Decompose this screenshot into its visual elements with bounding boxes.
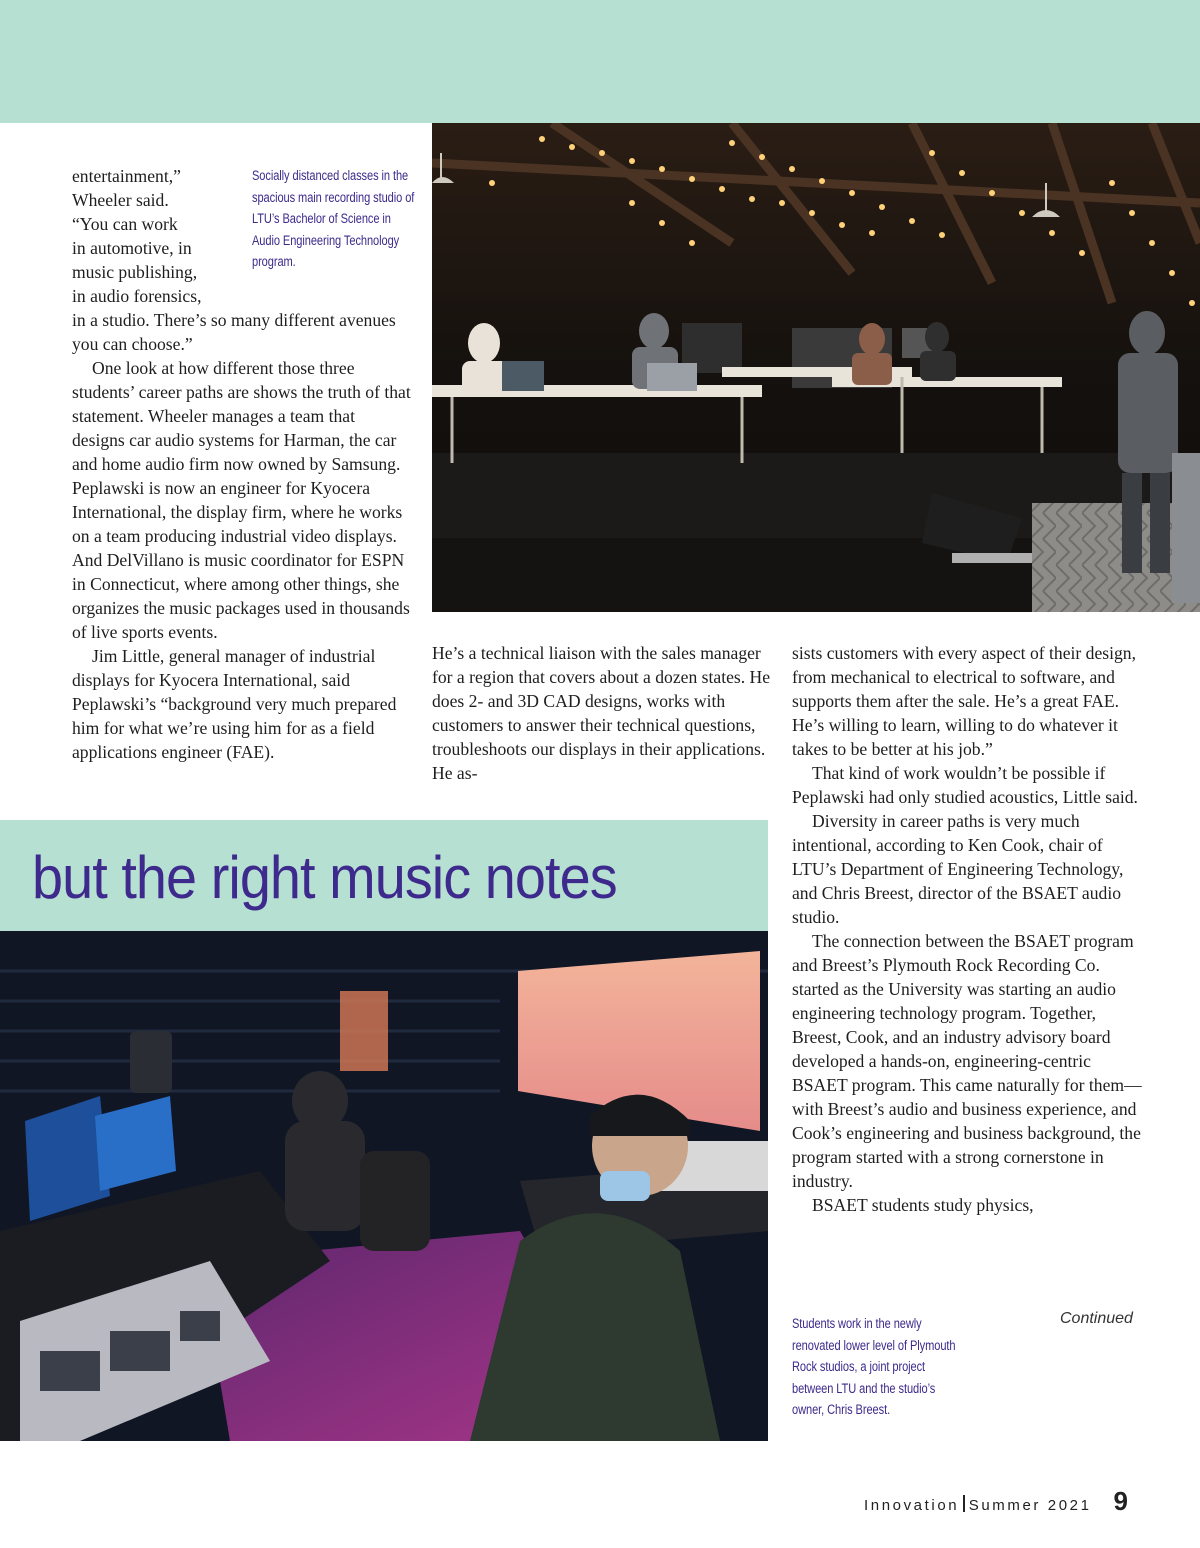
- article-paragraph: in a studio. There’s so many different avenues you can choose.”: [72, 310, 396, 354]
- article-column-1-wrap: [72, 164, 252, 308]
- article-line: entertainment,”: [72, 166, 181, 186]
- article-paragraph: One look at how different those three students’ career paths are shows the truth of that statement. Wheeler manages a team that designs car audio systems for Harman, the car and home audio firm now owned by Samsung. Peplawski is now an engineer for Kyocera International, the display firm, where he works on a team producing industrial video displays. And DelVillano is music coordinator for ESPN in Connecticut, where among other things, she organizes the music packages used in thousands of live sports events.: [72, 358, 411, 642]
- bottom-photo-caption: Students work in the newly renovated lower level of Plymouth Rock studios, a joint project between LTU and the studio’s owner, Chris Breest.: [792, 1316, 956, 1418]
- article-paragraph: sists customers with every aspect of their design, from mechanical to electrical to software, and supports them after the sale. He’s a great FAE. He’s willing to learn, willing to do whatever it takes to be better at his job.”: [792, 643, 1136, 759]
- article-line: in automotive, in: [72, 238, 192, 258]
- page-number: 9: [1113, 1486, 1128, 1516]
- article-paragraph: That kind of work wouldn’t be possible if Peplawski had only studied acoustics, Little said.: [792, 763, 1138, 807]
- article-paragraph: BSAET students study physics,: [812, 1195, 1034, 1215]
- continued-note: Continued: [1060, 1310, 1133, 1327]
- article-line: music publishing,: [72, 262, 198, 282]
- footer-divider: [963, 1495, 965, 1512]
- control-room-photo: [0, 931, 768, 1441]
- article-column-2: [432, 641, 772, 785]
- article-paragraph: Jim Little, general manager of industrial displays for Kyocera International, said Peplawski’s “background very much prepared him for what we’re using him for as a field applications engineer (FAE).: [72, 646, 397, 762]
- top-photo-caption: Socially distanced classes in the spacious main recording studio of LTU’s Bachelor of Science in Audio Engineering Technology program.: [252, 168, 415, 270]
- page-footer: [864, 1486, 1128, 1517]
- article-paragraph: The connection between the BSAET program and Breest’s Plymouth Rock Recording Co. started as the University was starting an audio engineering technology program. Together, Breest, Cook, and an industry advisory board developed a hands-on, engineering-centric BSAET program. This came naturally for them—with Breest’s audio and business experience, and Cook’s engineering and business background, the program started with a strong cornerstone in industry.: [792, 931, 1142, 1191]
- article-paragraph: He’s a technical liaison with the sales manager for a region that covers about a dozen states. He does 2- and 3D CAD designs, works with customers to answer their technical questions, troubleshoots our displays in their applications. He as-: [432, 643, 771, 783]
- article-paragraph: Diversity in career paths is very much intentional, according to Ken Cook, chair of LTU’s Department of Engineering Technology, and Chris Breest, director of the BSAET audio studio.: [792, 811, 1124, 927]
- article-column-3: [792, 641, 1142, 1217]
- studio-classroom-photo: [432, 123, 1200, 612]
- headline: but the right music notes: [32, 844, 617, 911]
- article-line: in audio forensics,: [72, 286, 202, 306]
- publication-name: Innovation: [863, 1497, 960, 1514]
- article-column-1: [72, 308, 412, 764]
- issue-date: Summer 2021: [968, 1497, 1092, 1514]
- article-line: “You can work: [72, 214, 178, 234]
- article-line: Wheeler said.: [72, 190, 169, 210]
- top-color-band: [0, 0, 1200, 123]
